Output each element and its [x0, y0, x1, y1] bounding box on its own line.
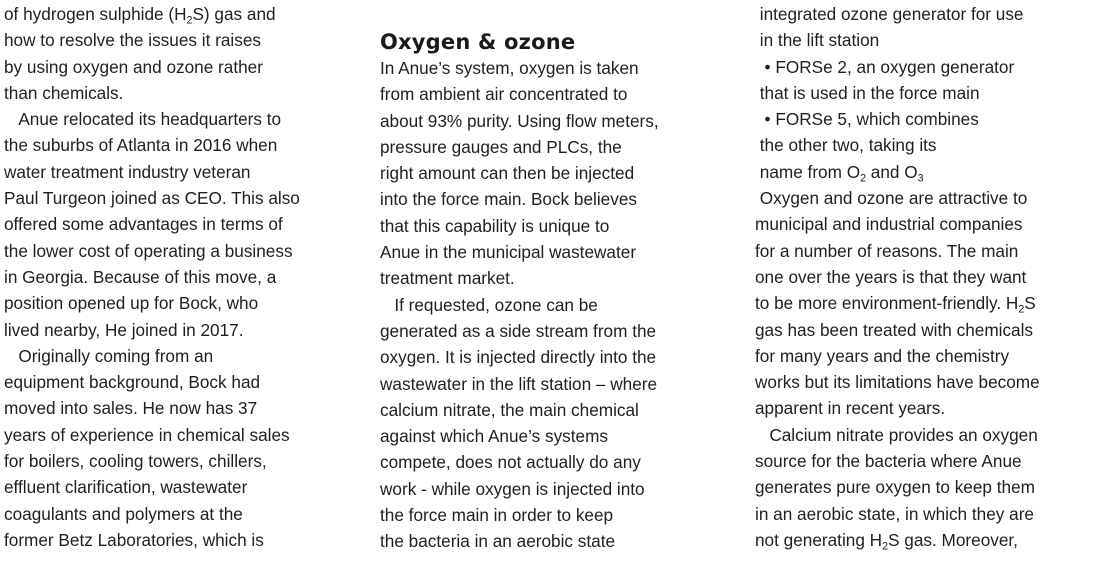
text-line [755, 501, 1040, 527]
subscript: 3 [917, 172, 924, 185]
text-line [4, 343, 300, 369]
text-run: than chemicals. [4, 82, 124, 103]
text-line [755, 264, 1040, 290]
text-run: equipment background, Bock had [4, 372, 261, 393]
text-run: in Georgia. Because of this move, a [4, 266, 277, 287]
text-line [380, 213, 659, 239]
text-line [4, 106, 300, 132]
text-run: S [1024, 293, 1036, 314]
text-line [4, 54, 300, 80]
text-run: years of experience in chemical sales [4, 424, 290, 445]
text-line [4, 317, 300, 343]
text-run: Oxygen and ozone are attractive to [755, 188, 1028, 209]
text-run: If requested, ozone can be [380, 294, 598, 315]
text-line [755, 80, 1040, 106]
text-line [755, 317, 1040, 343]
text-line [755, 1, 1040, 27]
text-line [755, 395, 1040, 421]
text-line [755, 211, 1040, 237]
text-line [380, 528, 659, 554]
subscript: 2 [860, 172, 867, 185]
text-line [380, 186, 659, 212]
text-run: calcium nitrate, the main chemical [380, 399, 639, 420]
text-line [755, 448, 1040, 474]
text-run: S gas. Moreover, [888, 529, 1018, 550]
text-line [4, 1, 300, 27]
text-line [380, 108, 659, 134]
text-line [4, 422, 300, 448]
text-line [4, 238, 300, 264]
text-run: generates pure oxygen to keep them [755, 477, 1035, 498]
text-run: from ambient air concentrated to [380, 84, 628, 105]
text-run: municipal and industrial companies [755, 214, 1023, 235]
text-run: • FORSe 5, which combines [755, 109, 979, 130]
text-line [4, 474, 300, 500]
text-line [4, 448, 300, 474]
text-run: against which Anue’s systems [380, 426, 609, 447]
text-run: by using oxygen and ozone rather [4, 56, 263, 77]
text-line [380, 318, 659, 344]
text-line [4, 369, 300, 395]
text-column-left [4, 1, 300, 553]
text-run: Paul Turgeon joined as CEO. This also [4, 188, 300, 209]
text-line [380, 292, 659, 318]
text-line [4, 80, 300, 106]
text-line [380, 55, 659, 81]
text-line [4, 132, 300, 158]
text-run: former Betz Laboratories, which is [4, 529, 264, 550]
text-line [755, 106, 1040, 132]
text-run: integrated ozone generator for use [755, 4, 1024, 24]
text-run: position opened up for Bock, who [4, 293, 259, 314]
text-run: in an aerobic state, in which they are [755, 503, 1034, 524]
text-run: one over the years is that they want [755, 266, 1027, 287]
text-run: oxygen. It is injected directly into the [380, 347, 657, 368]
text-run: • FORSe 2, an oxygen generator [755, 56, 1015, 77]
text-line [755, 54, 1040, 80]
text-run: the other two, taking its [755, 135, 937, 156]
text-run: and O [866, 161, 918, 182]
text-run: treatment market. [380, 268, 515, 289]
section-heading: Oxygen & ozone [380, 30, 576, 54]
text-run: source for the bacteria where Anue [755, 451, 1022, 472]
text-line [755, 369, 1040, 395]
text-line [380, 449, 659, 475]
text-line [380, 502, 659, 528]
text-run: the bacteria in an aerobic state [380, 531, 616, 552]
text-line [380, 344, 659, 370]
text-line [4, 264, 300, 290]
text-run: name from O [755, 161, 861, 182]
text-line [380, 239, 659, 265]
text-run: the lower cost of operating a business [4, 240, 293, 261]
text-run: for a number of reasons. The main [755, 240, 1019, 261]
text-line [380, 397, 659, 423]
text-run: that is used in the force main [755, 82, 980, 103]
text-run: for boilers, cooling towers, chillers, [4, 451, 267, 472]
text-run: Anue relocated its headquarters to [4, 109, 282, 130]
text-line [4, 290, 300, 316]
text-line [380, 81, 659, 107]
text-run: wastewater in the lift station – where [380, 373, 658, 394]
text-line [380, 265, 659, 291]
text-line [4, 527, 300, 553]
text-line [380, 371, 659, 397]
text-run: coagulants and polymers at the [4, 503, 243, 524]
text-line [380, 423, 659, 449]
text-run: lived nearby, He joined in 2017. [4, 319, 244, 340]
text-line [755, 27, 1040, 53]
text-run: that this capability is unique to [380, 215, 610, 236]
text-line [755, 132, 1040, 158]
text-line [755, 422, 1040, 448]
text-run: gas has been treated with chemicals [755, 319, 1034, 340]
text-run: about 93% purity. Using flow meters, [380, 110, 659, 131]
text-line [380, 134, 659, 160]
text-line [755, 159, 1040, 185]
text-run: works but its limitations have become [755, 372, 1040, 393]
subscript: 2 [882, 540, 889, 553]
text-line [4, 27, 300, 53]
text-run: Anue in the municipal wastewater [380, 242, 637, 263]
text-run: into the force main. Bock believes [380, 189, 637, 210]
text-line [4, 211, 300, 237]
text-line [755, 527, 1040, 553]
text-line [380, 476, 659, 502]
text-run: generated as a side stream from the [380, 320, 657, 341]
text-run: pressure gauges and PLCs, the [380, 136, 622, 157]
text-run: the suburbs of Atlanta in 2016 when [4, 135, 278, 156]
text-run: how to resolve the issues it raises [4, 30, 261, 51]
text-line [755, 238, 1040, 264]
text-line [380, 160, 659, 186]
text-column-middle [380, 30, 659, 555]
text-run: Originally coming from an [4, 345, 214, 366]
text-line [4, 395, 300, 421]
text-run: apparent in recent years. [755, 398, 946, 419]
text-line [4, 159, 300, 185]
text-run: right amount can then be injected [380, 163, 635, 184]
text-run: the force main in order to keep [380, 505, 614, 526]
text-line [755, 474, 1040, 500]
text-line [755, 185, 1040, 211]
text-run: of hydrogen sulphide (H [4, 4, 187, 24]
text-run: for many years and the chemistry [755, 345, 1010, 366]
text-run: water treatment industry veteran [4, 161, 251, 182]
text-run: compete, does not actually do any [380, 452, 641, 473]
text-line [4, 501, 300, 527]
text-line [4, 185, 300, 211]
subscript: 2 [186, 14, 193, 27]
text-run: offered some advantages in terms of [4, 214, 283, 235]
text-run: to be more environment-friendly. H [755, 293, 1019, 314]
text-run: In Anue’s system, oxygen is taken [380, 58, 639, 78]
text-run: moved into sales. He now has 37 [4, 398, 258, 419]
subscript: 2 [1018, 303, 1025, 316]
text-column-right [755, 1, 1040, 553]
text-run: work - while oxygen is injected into [380, 478, 645, 499]
text-run: S) gas and [192, 4, 276, 24]
text-line [755, 290, 1040, 316]
text-run: effluent clarification, wastewater [4, 477, 248, 498]
text-line [755, 343, 1040, 369]
text-run: Calcium nitrate provides an oxygen [755, 424, 1038, 445]
text-run: in the lift station [755, 30, 880, 51]
text-run: not generating H [755, 529, 883, 550]
